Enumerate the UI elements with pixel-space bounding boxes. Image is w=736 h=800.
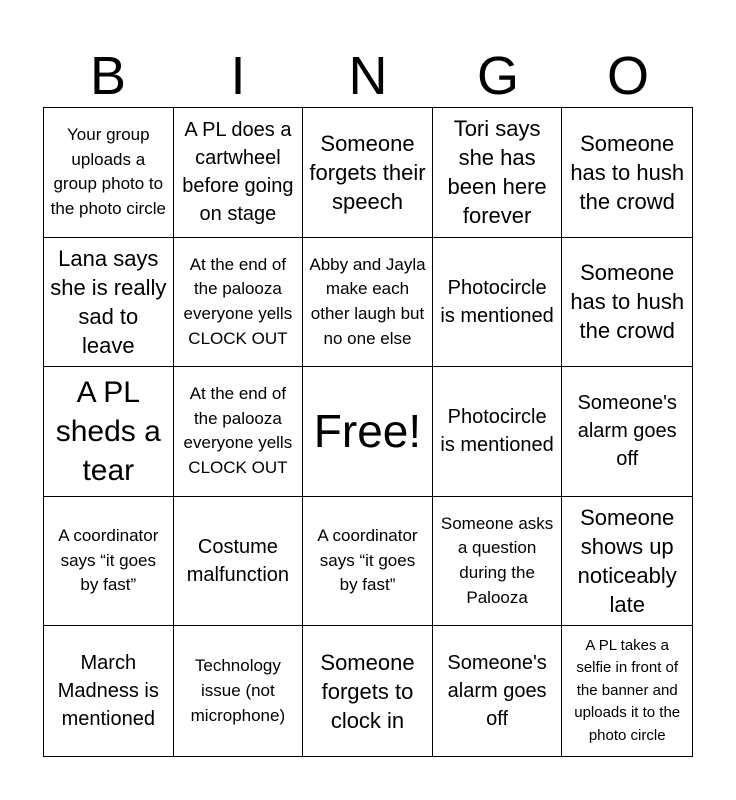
bingo-cell[interactable]: Someone shows up noticeably late [562, 497, 692, 627]
bingo-cell[interactable]: Abby and Jayla make each other laugh but no one else [303, 238, 433, 368]
bingo-cell[interactable]: Someone has to hush the crowd [562, 108, 692, 238]
header-letter-b: B [89, 46, 127, 106]
bingo-cell[interactable]: A coordinator says “it goes by fast” [303, 497, 433, 627]
bingo-cell[interactable]: Photocircle is mentioned [433, 238, 563, 368]
bingo-cell[interactable]: Technology issue (not microphone) [174, 626, 304, 756]
bingo-cell[interactable]: Someone's alarm goes off [562, 367, 692, 497]
bingo-cell[interactable]: Your group uploads a group photo to the photo circle [44, 108, 174, 238]
bingo-cell[interactable]: Someone's alarm goes off [433, 626, 563, 756]
bingo-cell[interactable]: Photocircle is mentioned [433, 367, 563, 497]
header-letter-g: G [476, 46, 519, 106]
header-letter-n: N [348, 46, 388, 106]
header-letter-i: I [230, 46, 246, 106]
bingo-cell[interactable]: Tori says she has been here forever [433, 108, 563, 238]
bingo-cell[interactable]: A PL takes a selfie in front of the banner and uploads it to the photo circle [574, 636, 681, 744]
bingo-cell[interactable]: Someone forgets their speech [303, 108, 433, 238]
bingo-cell[interactable]: Costume malfunction [174, 497, 304, 627]
bingo-cell[interactable]: Someone asks a question during the Palooza [433, 497, 563, 627]
bingo-cell[interactable]: Someone forgets to clock in [303, 626, 433, 756]
bingo-board [43, 107, 693, 757]
bingo-cell[interactable]: A PL does a cartwheel before going on stage [174, 108, 304, 238]
bingo-cell[interactable]: Lana says she is really sad to leave [44, 238, 174, 368]
bingo-cell[interactable]: At the end of the palooza everyone yells CLOCK OUT [174, 367, 304, 497]
bingo-cell[interactable]: A coordinator says “it goes by fast” [44, 497, 174, 627]
bingo-cell[interactable]: March Madness is mentioned [44, 626, 174, 756]
header-letter-o: O [606, 46, 649, 106]
bingo-cell[interactable]: A PL sheds a tear [44, 367, 174, 497]
bingo-header [43, 40, 693, 108]
bingo-cell[interactable]: At the end of the palooza everyone yells CLOCK OUT [174, 238, 304, 368]
free-space-cell[interactable]: Free! [303, 367, 433, 497]
bingo-cell[interactable]: Someone has to hush the crowd [562, 238, 692, 368]
